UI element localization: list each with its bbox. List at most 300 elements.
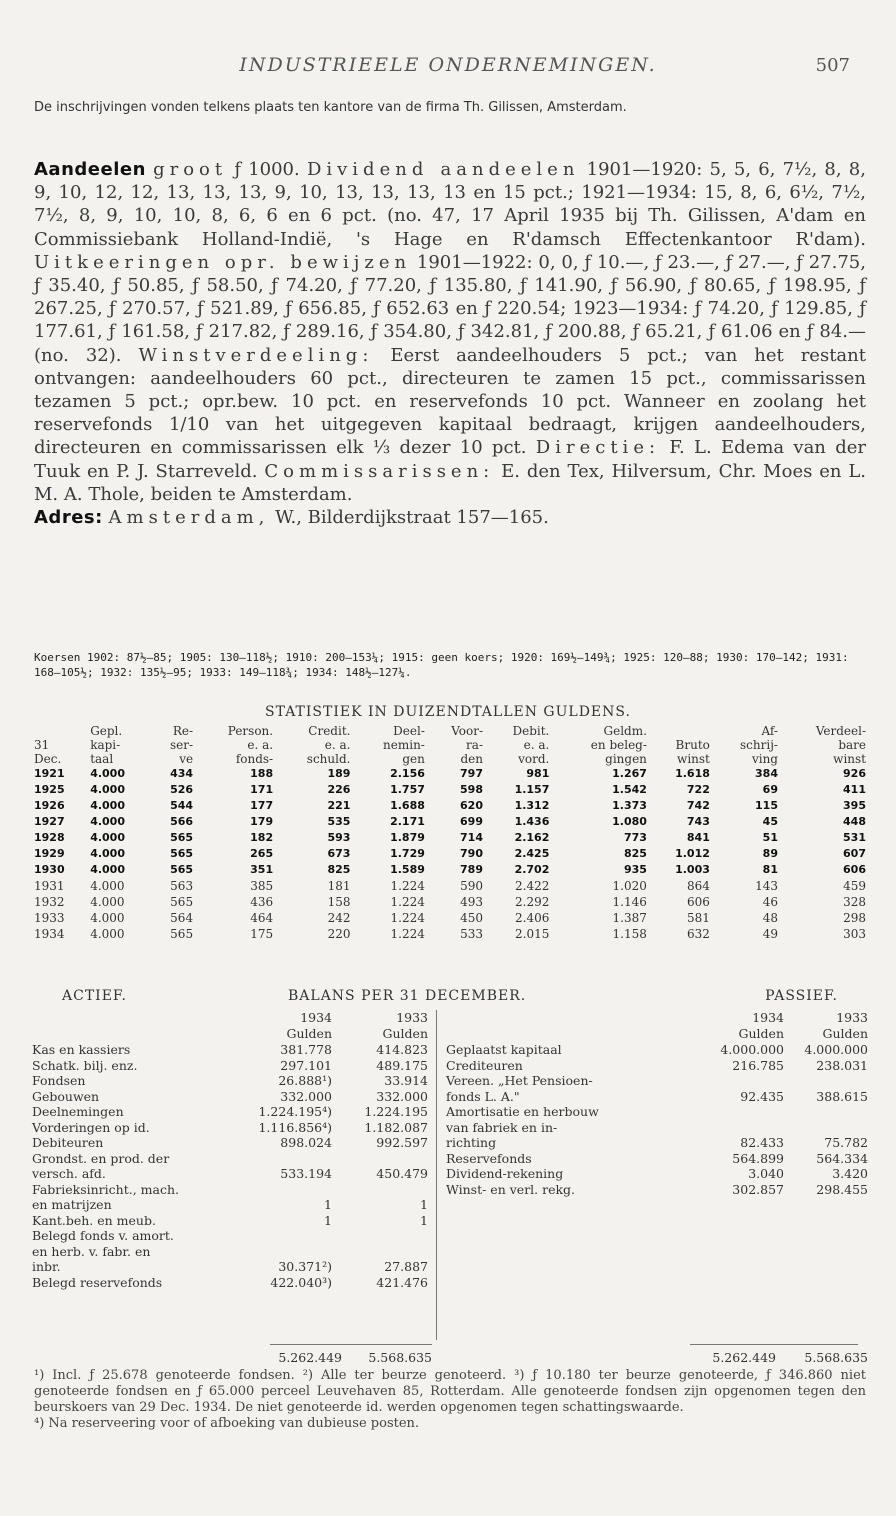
passief-unit-1: Gulden — [738, 1026, 784, 1041]
table-row — [32, 910, 868, 926]
adres-text: W., Bilderdijkstraat 157—165. — [275, 507, 549, 529]
actief-value-1934: 898.024 — [280, 1135, 332, 1150]
actief-year-1933: 1933 — [396, 1010, 428, 1025]
passief-label: Vereen. „Het Pensioen- — [446, 1073, 593, 1088]
column-header — [551, 724, 649, 766]
actief-value-1933: 1 — [420, 1197, 428, 1212]
actief-year-1934: 1934 — [300, 1010, 332, 1025]
year-cell: 1933 — [34, 911, 65, 925]
year-cell: 1929 — [34, 847, 65, 860]
value-cell: 1.618 — [675, 767, 710, 780]
passief-row — [446, 1073, 868, 1089]
value-cell: 464 — [250, 911, 274, 925]
value-cell: 298 — [843, 911, 866, 925]
actief-value-1934: 381.778 — [280, 1042, 332, 1057]
actief-label: Schatk. bilj. enz. — [32, 1057, 138, 1073]
value-cell: 825 — [623, 847, 647, 860]
groot-label: groot — [153, 159, 228, 180]
passief-label: van fabriek en in- — [446, 1119, 558, 1135]
value-cell: 328 — [843, 895, 866, 909]
passief-value-1933: 75.782 — [824, 1135, 868, 1150]
table-row — [32, 846, 868, 862]
value-cell: 384 — [755, 767, 778, 780]
actief-value-1934: 1 — [324, 1212, 332, 1228]
actief-column — [32, 1010, 428, 1290]
value-cell: 1.688 — [390, 799, 425, 812]
value-cell: 436 — [250, 895, 274, 909]
passief-total-1933: 5.568.635 — [804, 1350, 868, 1365]
passief-row — [446, 1151, 868, 1167]
actief-unit-1: Gulden — [286, 1026, 332, 1041]
intro-note: De inschrijvingen vonden telkens plaats ten kantore van de firma Th. Gilissen, Amsterdam. — [34, 100, 627, 115]
keyword-dividend: Dividend aandeelen — [306, 159, 580, 180]
value-cell: 48 — [762, 911, 778, 925]
value-cell: 606 — [686, 895, 710, 909]
actief-total-1934: 5.262.449 — [278, 1350, 342, 1365]
column-header-line: schuld. — [306, 752, 351, 766]
passief-sum-rule — [690, 1344, 858, 1345]
actief-value-1933: 421.476 — [376, 1274, 428, 1290]
section-title: INDUSTRIEELE ONDERNEMINGEN. — [239, 54, 657, 76]
passief-row — [446, 1058, 868, 1074]
actief-unit-2: Gulden — [382, 1026, 428, 1041]
value-cell: 459 — [843, 879, 866, 893]
value-cell: 2.171 — [390, 815, 425, 828]
value-cell: 1.003 — [675, 863, 710, 876]
passief-year-row — [446, 1010, 868, 1026]
value-cell: 175 — [250, 927, 274, 941]
balans-table — [32, 1010, 868, 1350]
statistiek-header — [32, 724, 868, 766]
value-cell: 598 — [460, 783, 483, 796]
value-cell: 565 — [170, 847, 194, 860]
passief-value-1934: 82.433 — [740, 1135, 784, 1150]
column-header-line: Dec. — [34, 752, 62, 766]
value-cell: 1.312 — [514, 799, 550, 812]
column-header-line: kapi- — [90, 738, 121, 752]
value-cell: 593 — [327, 831, 351, 844]
actief-label: Gebouwen — [32, 1088, 100, 1104]
value-cell: 4.000 — [90, 895, 125, 909]
value-cell: 565 — [170, 895, 194, 909]
passief-value-1933: 564.334 — [816, 1150, 868, 1166]
column-header — [352, 724, 426, 766]
value-cell: 434 — [170, 767, 194, 780]
column-header — [151, 724, 195, 766]
value-cell: 143 — [755, 879, 778, 893]
aandeelen-amount: ƒ 1000. — [234, 159, 300, 180]
actief-unit-row — [32, 1026, 428, 1042]
statistiek-header-row — [32, 724, 868, 766]
actief-value-1934: 1.116.856⁴) — [258, 1119, 332, 1135]
value-cell: 1.146 — [612, 895, 647, 909]
value-cell: 4.000 — [90, 879, 125, 893]
value-cell: 714 — [460, 831, 483, 844]
value-cell: 4.000 — [90, 847, 125, 860]
value-cell: 699 — [460, 815, 483, 828]
passief-value-1934: 302.857 — [732, 1181, 784, 1197]
value-cell: 493 — [460, 895, 483, 909]
passief-label: richting — [446, 1135, 497, 1150]
value-cell: 4.000 — [90, 911, 125, 925]
value-cell: 450 — [460, 911, 483, 925]
value-cell: 825 — [327, 863, 351, 876]
value-cell: 841 — [686, 831, 710, 844]
actief-row — [32, 1166, 428, 1182]
table-row — [32, 926, 868, 942]
actief-value-1933: 450.479 — [376, 1166, 428, 1181]
passief-row — [446, 1104, 868, 1120]
column-header — [485, 724, 551, 766]
actief-sum-rule — [270, 1344, 432, 1345]
actief-row — [32, 1058, 428, 1074]
column-header — [88, 724, 151, 766]
passief-label: Reservefonds — [446, 1150, 532, 1166]
footnote: ⁴) Na reserveering voor of afboeking van dubieuse posten. — [34, 1416, 420, 1431]
column-header-line: taal — [90, 752, 114, 766]
company-description — [34, 158, 866, 529]
actief-value-1934: 30.371²) — [278, 1259, 332, 1274]
value-cell: 1.224 — [390, 927, 425, 941]
value-cell: 1.020 — [612, 879, 647, 893]
value-cell: 188 — [250, 767, 274, 780]
passief-year-1933: 1933 — [836, 1010, 868, 1025]
value-cell: 565 — [170, 863, 194, 876]
column-header-line: Bruto — [675, 738, 710, 752]
actief-row — [32, 1151, 428, 1167]
value-cell: 4.000 — [90, 783, 125, 796]
column-header — [32, 724, 88, 766]
value-cell: 789 — [460, 863, 483, 876]
actief-label: inbr. — [32, 1259, 61, 1274]
passief-value-1934: 564.899 — [732, 1150, 784, 1166]
actief-value-1934: 332.000 — [280, 1088, 332, 1104]
value-cell: 722 — [686, 783, 710, 796]
actief-value-1934: 422.040³) — [270, 1274, 332, 1290]
passief-value-1933: 388.615 — [816, 1088, 868, 1104]
value-cell: 182 — [250, 831, 274, 844]
column-header-line: winst — [677, 752, 710, 766]
value-cell: 385 — [250, 879, 274, 893]
column-header-line: Credit. — [308, 724, 351, 738]
value-cell: 81 — [762, 863, 778, 876]
statistiek-title: STATISTIEK IN DUIZENDTALLEN GULDENS. — [265, 704, 631, 720]
passief-value-1934: 216.785 — [732, 1057, 784, 1073]
value-cell: 1.158 — [612, 927, 647, 941]
value-cell: 566 — [170, 815, 194, 828]
column-header-line: ving — [751, 752, 778, 766]
year-cell: 1926 — [34, 799, 65, 812]
column-header-line: Af- — [761, 724, 778, 738]
passief-row — [446, 1166, 868, 1182]
passief-unit-row — [446, 1026, 868, 1042]
dividend-text: 1901—1920: 5, 5, 6, 7½, 8, 8, 9, 10, 12, 12, 13, 13, 13, 9, 10, 13, 13, 13, 13 en 15 pct.; 1921—1934: 15, 8, 6, 6½, 7½, 7½, 8, 9, 10, 10, 8, 6, 6 en 6 pct. (no. 47, 17 April 1935 bij Th. Gilissen, A'dam en Commissiebank Holland-Indië, 's Hage en R'damsch Effectenkantoor R'dam). — [34, 159, 866, 250]
running-header — [0, 54, 896, 82]
koersen-line: Koersen 1902: 87½—85; 1905: 130—118½; 1910: 200—153¼; 1915: geen koers; 1920: 169½—149¾; 1925: 120—88; 1930: 170—142; 1931: 168—105½; 1932: 135½—95; 1933: 149—118¾; 1934: 148½—127¼. — [34, 651, 849, 679]
column-header-line: e. a. — [247, 738, 274, 752]
actief-label: Kant.beh. en meub. — [32, 1212, 156, 1228]
value-cell: 45 — [762, 815, 778, 828]
actief-value-1933: 1 — [420, 1212, 428, 1228]
passief-value-1934: 92.435 — [740, 1088, 784, 1104]
actief-label: Debiteuren — [32, 1135, 104, 1150]
actief-label: en herb. v. fabr. en — [32, 1243, 151, 1259]
value-cell: 46 — [762, 895, 778, 909]
value-cell: 1.436 — [514, 815, 550, 828]
year-cell: 1930 — [34, 863, 65, 876]
year-cell: 1928 — [34, 831, 65, 844]
value-cell: 1.224 — [390, 879, 425, 893]
column-header-line: Voor- — [451, 724, 483, 738]
value-cell: 1.224 — [390, 895, 425, 909]
value-cell: 89 — [762, 847, 778, 860]
value-cell: 265 — [250, 847, 274, 860]
column-header-line: en beleg- — [590, 738, 647, 752]
value-cell: 790 — [460, 847, 483, 860]
column-header-line: Verdeel- — [815, 724, 866, 738]
actief-value-1933: 489.175 — [376, 1057, 428, 1073]
column-header-line: fonds- — [235, 752, 274, 766]
column-header-line: ra- — [466, 738, 483, 752]
column-header-line: Deel- — [393, 724, 425, 738]
passief-row — [446, 1120, 868, 1136]
value-cell: 1.589 — [390, 863, 425, 876]
year-cell: 1927 — [34, 815, 65, 828]
value-cell: 49 — [762, 927, 778, 941]
column-header-line: den — [460, 752, 483, 766]
table-row — [32, 878, 868, 894]
keyword-commissarissen: Commissarissen: — [264, 460, 495, 482]
column-header-line: winst — [833, 752, 866, 766]
page-number: 507 — [815, 55, 850, 76]
passief-label: Dividend-rekening — [446, 1166, 564, 1181]
value-cell: 1.080 — [612, 815, 647, 828]
passief-value-1933: 3.420 — [832, 1166, 868, 1181]
passief-row — [446, 1182, 868, 1198]
passief-value-1934: 4.000.000 — [720, 1042, 784, 1057]
actief-value-1933: 332.000 — [376, 1088, 428, 1104]
actief-value-1933: 414.823 — [376, 1042, 428, 1057]
value-cell: 2.425 — [514, 847, 550, 860]
passief-label: PASSIEF. — [765, 988, 838, 1004]
value-cell: 51 — [762, 831, 778, 844]
column-header — [712, 724, 780, 766]
column-header-line: Gepl. — [90, 724, 123, 738]
table-row — [32, 766, 868, 782]
value-cell: 181 — [327, 879, 351, 893]
value-cell: 2.162 — [514, 831, 550, 844]
value-cell: 581 — [686, 911, 710, 925]
column-header-line: Person. — [227, 724, 274, 738]
value-cell: 2.156 — [390, 767, 425, 780]
actief-value-1934: 297.101 — [280, 1057, 332, 1073]
value-cell: 220 — [327, 927, 351, 941]
adres-city: Amsterdam, — [108, 507, 270, 529]
value-cell: 351 — [250, 863, 274, 876]
table-row — [32, 798, 868, 814]
value-cell: 935 — [623, 863, 647, 876]
column-header-line: nemin- — [383, 738, 425, 752]
value-cell: 171 — [250, 783, 274, 796]
actief-label: Belegd fonds v. amort. — [32, 1228, 174, 1243]
value-cell: 1.267 — [612, 767, 647, 780]
column-header-line: 31 — [34, 738, 50, 752]
value-cell: 606 — [843, 863, 866, 876]
column-header — [780, 724, 868, 766]
value-cell: 226 — [327, 783, 351, 796]
value-cell: 221 — [327, 799, 351, 812]
passief-row — [446, 1042, 868, 1058]
value-cell: 1.387 — [612, 911, 647, 925]
value-cell: 564 — [170, 911, 194, 925]
value-cell: 565 — [170, 927, 194, 941]
actief-label: Belegd reservefonds — [32, 1274, 163, 1290]
value-cell: 69 — [762, 783, 778, 796]
column-header-line: Debit. — [512, 724, 550, 738]
actief-row — [32, 1073, 428, 1089]
value-cell: 158 — [327, 895, 351, 909]
value-cell: 563 — [170, 879, 194, 893]
table-row — [32, 782, 868, 798]
value-cell: 1.879 — [390, 831, 425, 844]
value-cell: 1.157 — [514, 783, 550, 796]
value-cell: 773 — [623, 831, 647, 844]
value-cell: 303 — [843, 927, 866, 941]
passief-row — [446, 1089, 868, 1105]
value-cell: 864 — [686, 879, 710, 893]
value-cell: 177 — [250, 799, 274, 812]
passief-row — [446, 1135, 868, 1151]
year-cell: 1925 — [34, 783, 65, 796]
value-cell: 4.000 — [90, 767, 125, 780]
keyword-adres: Adres: — [34, 507, 103, 529]
actief-row — [32, 1244, 428, 1260]
value-cell: 115 — [755, 799, 778, 812]
actief-label: ACTIEF. — [62, 988, 127, 1004]
actief-row — [32, 1089, 428, 1105]
directie-text: F. L. Edema van der Tuuk en P. J. Starreveld. — [34, 437, 866, 482]
actief-value-1934: 26.888¹) — [278, 1073, 332, 1088]
value-cell: 4.000 — [90, 927, 125, 941]
value-cell: 395 — [843, 799, 866, 812]
value-cell: 673 — [327, 847, 351, 860]
table-row — [32, 814, 868, 830]
footnotes — [34, 1368, 866, 1432]
actief-row — [32, 1135, 428, 1151]
column-header — [195, 724, 275, 766]
column-header-line: schrij- — [740, 738, 778, 752]
actief-label: Grondst. en prod. der — [32, 1150, 170, 1166]
actief-row — [32, 1259, 428, 1275]
value-cell: 189 — [327, 767, 351, 780]
actief-row — [32, 1042, 428, 1058]
value-cell: 2.422 — [515, 879, 550, 893]
passief-value-1933: 4.000.000 — [804, 1042, 868, 1057]
actief-label: versch. afd. — [32, 1166, 106, 1181]
keyword-aandeelen: Aandeelen — [34, 159, 146, 180]
column-header-line: ve — [179, 752, 194, 766]
table-row — [32, 894, 868, 910]
passief-column — [446, 1010, 868, 1197]
actief-label: Fabrieksinricht., mach. — [32, 1181, 179, 1197]
column-header — [427, 724, 485, 766]
passief-label: Amortisatie en herbouw — [446, 1104, 599, 1119]
uitkeeringen-text: 1901—1922: 0, 0, ƒ 10.—, ƒ 23.—, ƒ 27.—, ƒ 27.75, ƒ 35.40, ƒ 50.85, ƒ 58.50, ƒ 74.20, ƒ 77.20, ƒ 135.80, ƒ 141.90, ƒ 56.90, ƒ 80.65, ƒ 198.95, ƒ 267.25, ƒ 270.57, ƒ 521.89, ƒ 656.85, ƒ 652.63 en ƒ 220.54; 1923—1934: ƒ 74.20, ƒ 129.85, ƒ 177.61, ƒ 161.58, ƒ 217.82, ƒ 289.16, ƒ 354.80, ƒ 342.81, ƒ 200.88, ƒ 65.21, ƒ 61.06 en ƒ 84.— (no. 32). — [34, 251, 866, 366]
passief-label: Crediteuren — [446, 1057, 523, 1073]
actief-value-1934: 533.194 — [280, 1166, 332, 1181]
column-header-line: e. a. — [523, 738, 550, 752]
value-cell: 526 — [170, 783, 194, 796]
value-cell: 2.406 — [515, 911, 550, 925]
column-header-line: Geldm. — [603, 724, 647, 738]
passief-year-1934: 1934 — [752, 1010, 784, 1025]
value-cell: 1.012 — [675, 847, 710, 860]
column-header-line: e. a. — [324, 738, 351, 752]
value-cell: 411 — [843, 783, 866, 796]
actief-row — [32, 1120, 428, 1136]
column-header — [649, 724, 712, 766]
value-cell: 531 — [843, 831, 866, 844]
value-cell: 4.000 — [90, 815, 125, 828]
year-cell: 1932 — [34, 895, 65, 909]
passief-label: Geplaatst kapitaal — [446, 1042, 562, 1057]
column-header-line: gen — [402, 752, 425, 766]
table-row — [32, 862, 868, 878]
value-cell: 544 — [170, 799, 194, 812]
table-row — [32, 830, 868, 846]
value-cell: 242 — [327, 911, 351, 925]
actief-row — [32, 1104, 428, 1120]
statistiek-table — [32, 724, 868, 942]
value-cell: 742 — [686, 799, 710, 812]
value-cell: 2.015 — [515, 927, 550, 941]
balans-totals — [32, 1350, 868, 1368]
value-cell: 926 — [843, 767, 866, 780]
passief-value-1933: 298.455 — [816, 1181, 868, 1197]
statistiek-body — [32, 766, 868, 942]
actief-row — [32, 1228, 428, 1244]
passief-value-1934: 3.040 — [748, 1166, 784, 1181]
passief-value-1933: 238.031 — [816, 1057, 868, 1073]
actief-label: en matrijzen — [32, 1197, 112, 1212]
value-cell: 1.542 — [612, 783, 647, 796]
keyword-directie: Directie: — [535, 437, 661, 459]
column-header-line: vord. — [518, 752, 550, 766]
actief-value-1933: 27.887 — [384, 1259, 428, 1274]
balans-title: BALANS PER 31 DECEMBER. — [288, 988, 527, 1004]
value-cell: 1.373 — [612, 799, 647, 812]
column-header-line: gingen — [605, 752, 647, 766]
actief-value-1933: 1.182.087 — [364, 1119, 428, 1135]
column-header-line: ser- — [170, 738, 194, 752]
value-cell: 1.224 — [390, 911, 425, 925]
actief-row — [32, 1275, 428, 1291]
actief-label: Vorderingen op id. — [32, 1119, 150, 1135]
actief-value-1933: 1.224.195 — [364, 1104, 428, 1119]
actief-label: Deelnemingen — [32, 1104, 124, 1119]
value-cell: 797 — [460, 767, 483, 780]
value-cell: 4.000 — [90, 831, 125, 844]
value-cell: 4.000 — [90, 799, 125, 812]
column-header-line: Re- — [172, 724, 194, 738]
paragraph-aandeelen — [34, 158, 866, 506]
actief-value-1933: 33.914 — [384, 1073, 428, 1088]
actief-value-1934: 1.224.195⁴) — [258, 1104, 332, 1119]
actief-value-1933: 992.597 — [376, 1135, 428, 1150]
column-header — [275, 724, 352, 766]
value-cell: 590 — [460, 879, 483, 893]
value-cell: 565 — [170, 831, 194, 844]
